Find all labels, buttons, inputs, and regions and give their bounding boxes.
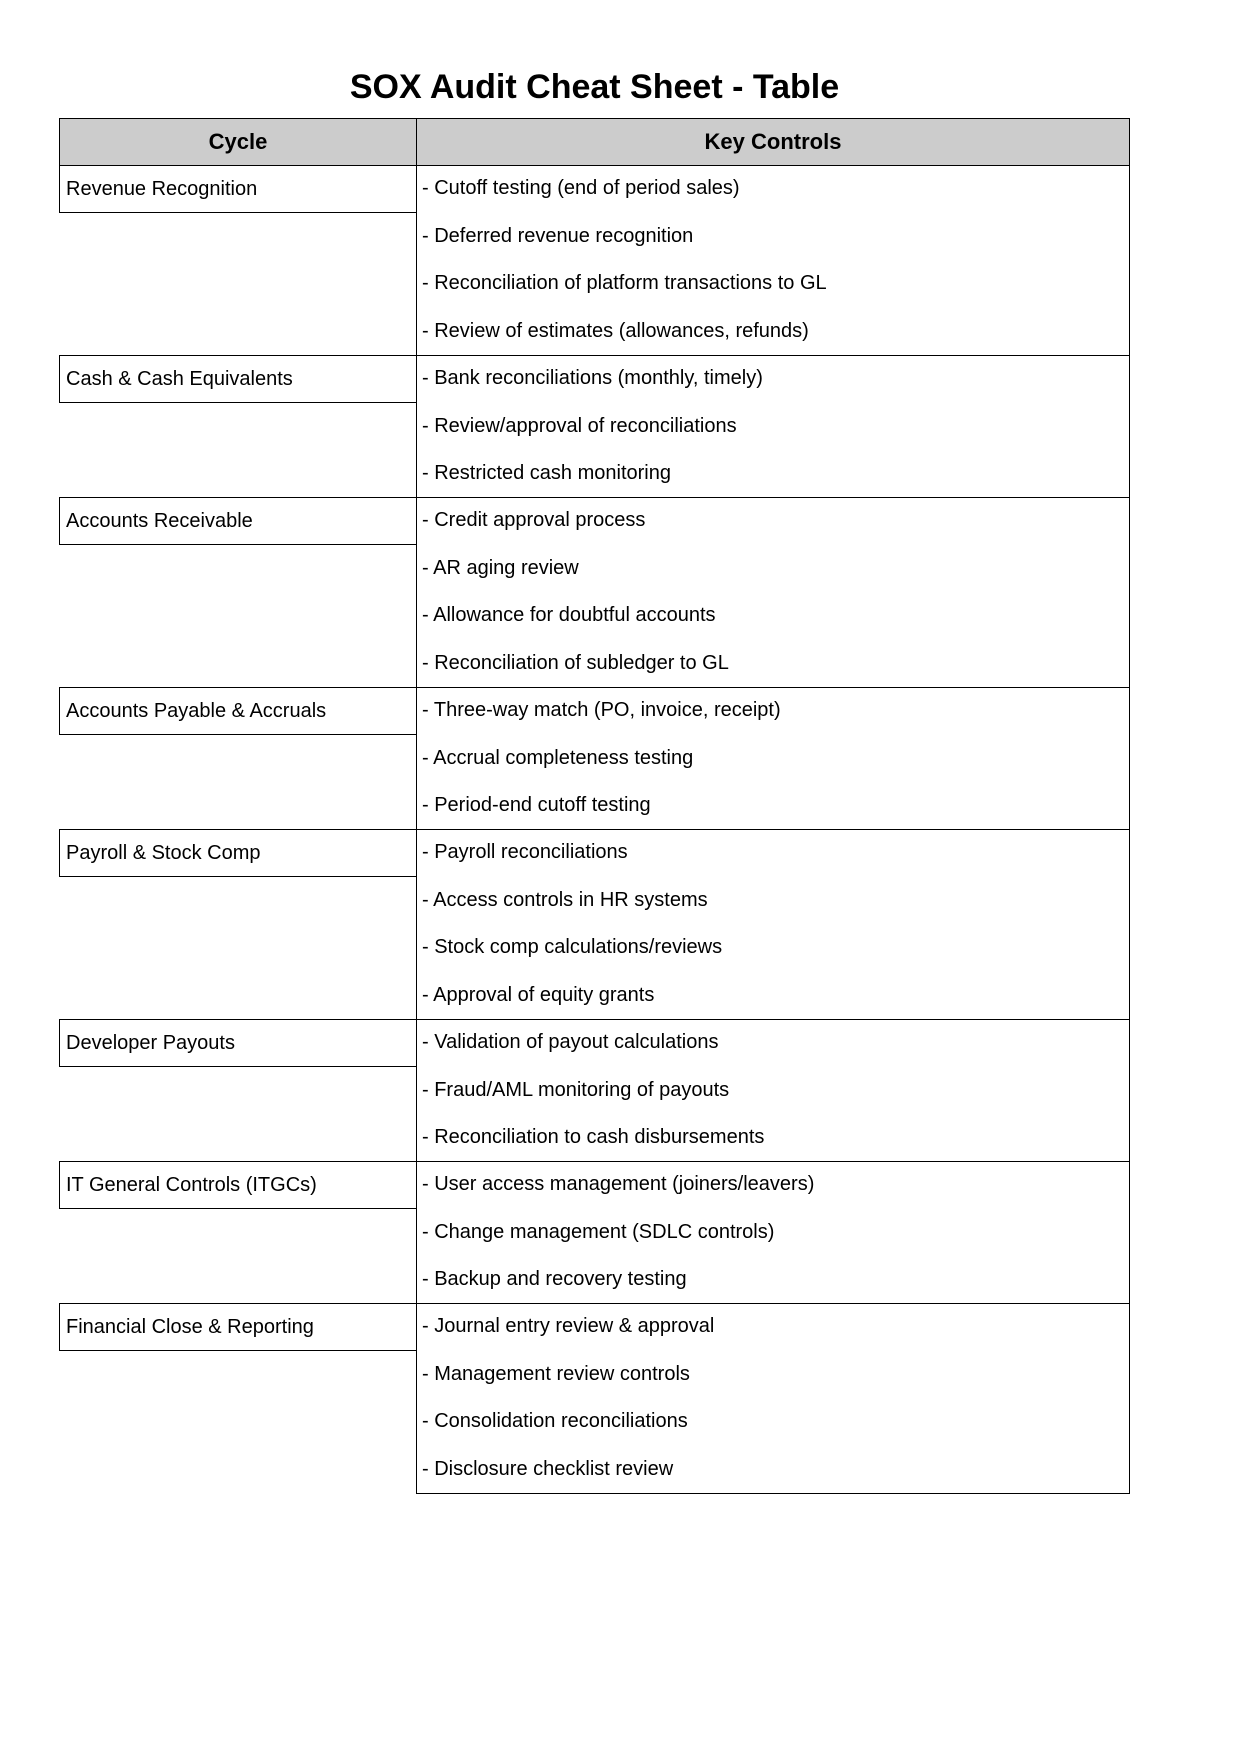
control-item: - Consolidation reconciliations xyxy=(422,1410,688,1432)
page-title: SOX Audit Cheat Sheet - Table xyxy=(349,68,840,106)
control-item: - Review of estimates (allowances, refunds) xyxy=(422,319,809,342)
control-item: - Backup and recovery testing xyxy=(422,1268,687,1290)
controls-cell xyxy=(416,1019,1130,1162)
controls-cell xyxy=(416,687,1130,830)
control-item: - Reconciliation to cash disbursements xyxy=(422,1126,765,1148)
control-item: - Reconciliation of platform transactions to GL xyxy=(422,272,827,294)
cycle-cell: Accounts Payable & Accruals xyxy=(59,687,417,735)
control-item: - Restricted cash monitoring xyxy=(422,462,671,484)
cycle-cell: Developer Payouts xyxy=(59,1019,417,1067)
control-item: - Fraud/AML monitoring of payouts xyxy=(422,1078,730,1101)
control-item: - Change management (SDLC controls) xyxy=(422,1220,775,1243)
controls-cell xyxy=(416,355,1130,498)
controls-cell xyxy=(416,497,1130,688)
control-item: - Three-way match (PO, invoice, receipt) xyxy=(422,699,781,721)
control-item: - Cutoff testing (end of period sales) xyxy=(422,177,740,199)
control-item: - Reconciliation of subledger to GL xyxy=(422,651,729,674)
control-item: - Journal entry review & approval xyxy=(422,1315,715,1337)
control-item: - Disclosure checklist review xyxy=(422,1457,674,1480)
cycle-cell: Financial Close & Reporting xyxy=(59,1303,417,1351)
control-item: - Accrual completeness testing xyxy=(422,746,694,769)
control-item: - AR aging review xyxy=(422,556,579,579)
control-item: - Credit approval process xyxy=(422,509,646,531)
cycle-cell: IT General Controls (ITGCs) xyxy=(59,1161,417,1209)
column-header-key-controls: Key Controls xyxy=(416,118,1130,166)
control-item: - Validation of payout calculations xyxy=(422,1031,719,1053)
controls-cell xyxy=(416,165,1130,356)
column-header-cycle: Cycle xyxy=(59,118,417,166)
controls-cell xyxy=(416,829,1130,1020)
cycle-cell: Revenue Recognition xyxy=(59,165,417,213)
control-item: - Payroll reconciliations xyxy=(422,841,628,863)
controls-cell xyxy=(416,1161,1130,1304)
control-item: - Access controls in HR systems xyxy=(422,888,708,911)
control-item: - Deferred revenue recognition xyxy=(422,224,694,247)
cycle-cell: Payroll & Stock Comp xyxy=(59,829,417,877)
control-item: - Period-end cutoff testing xyxy=(422,794,651,816)
control-item: - User access management (joiners/leavers) xyxy=(422,1173,815,1195)
control-item: - Review/approval of reconciliations xyxy=(422,414,737,437)
control-item: - Management review controls xyxy=(422,1362,690,1385)
cycle-cell: Cash & Cash Equivalents xyxy=(59,355,417,403)
control-item: - Stock comp calculations/reviews xyxy=(422,936,723,958)
controls-cell xyxy=(416,1303,1130,1494)
cycle-cell: Accounts Receivable xyxy=(59,497,417,545)
control-item: - Allowance for doubtful accounts xyxy=(422,604,716,626)
control-item: - Approval of equity grants xyxy=(422,983,655,1006)
control-item: - Bank reconciliations (monthly, timely) xyxy=(422,367,763,389)
